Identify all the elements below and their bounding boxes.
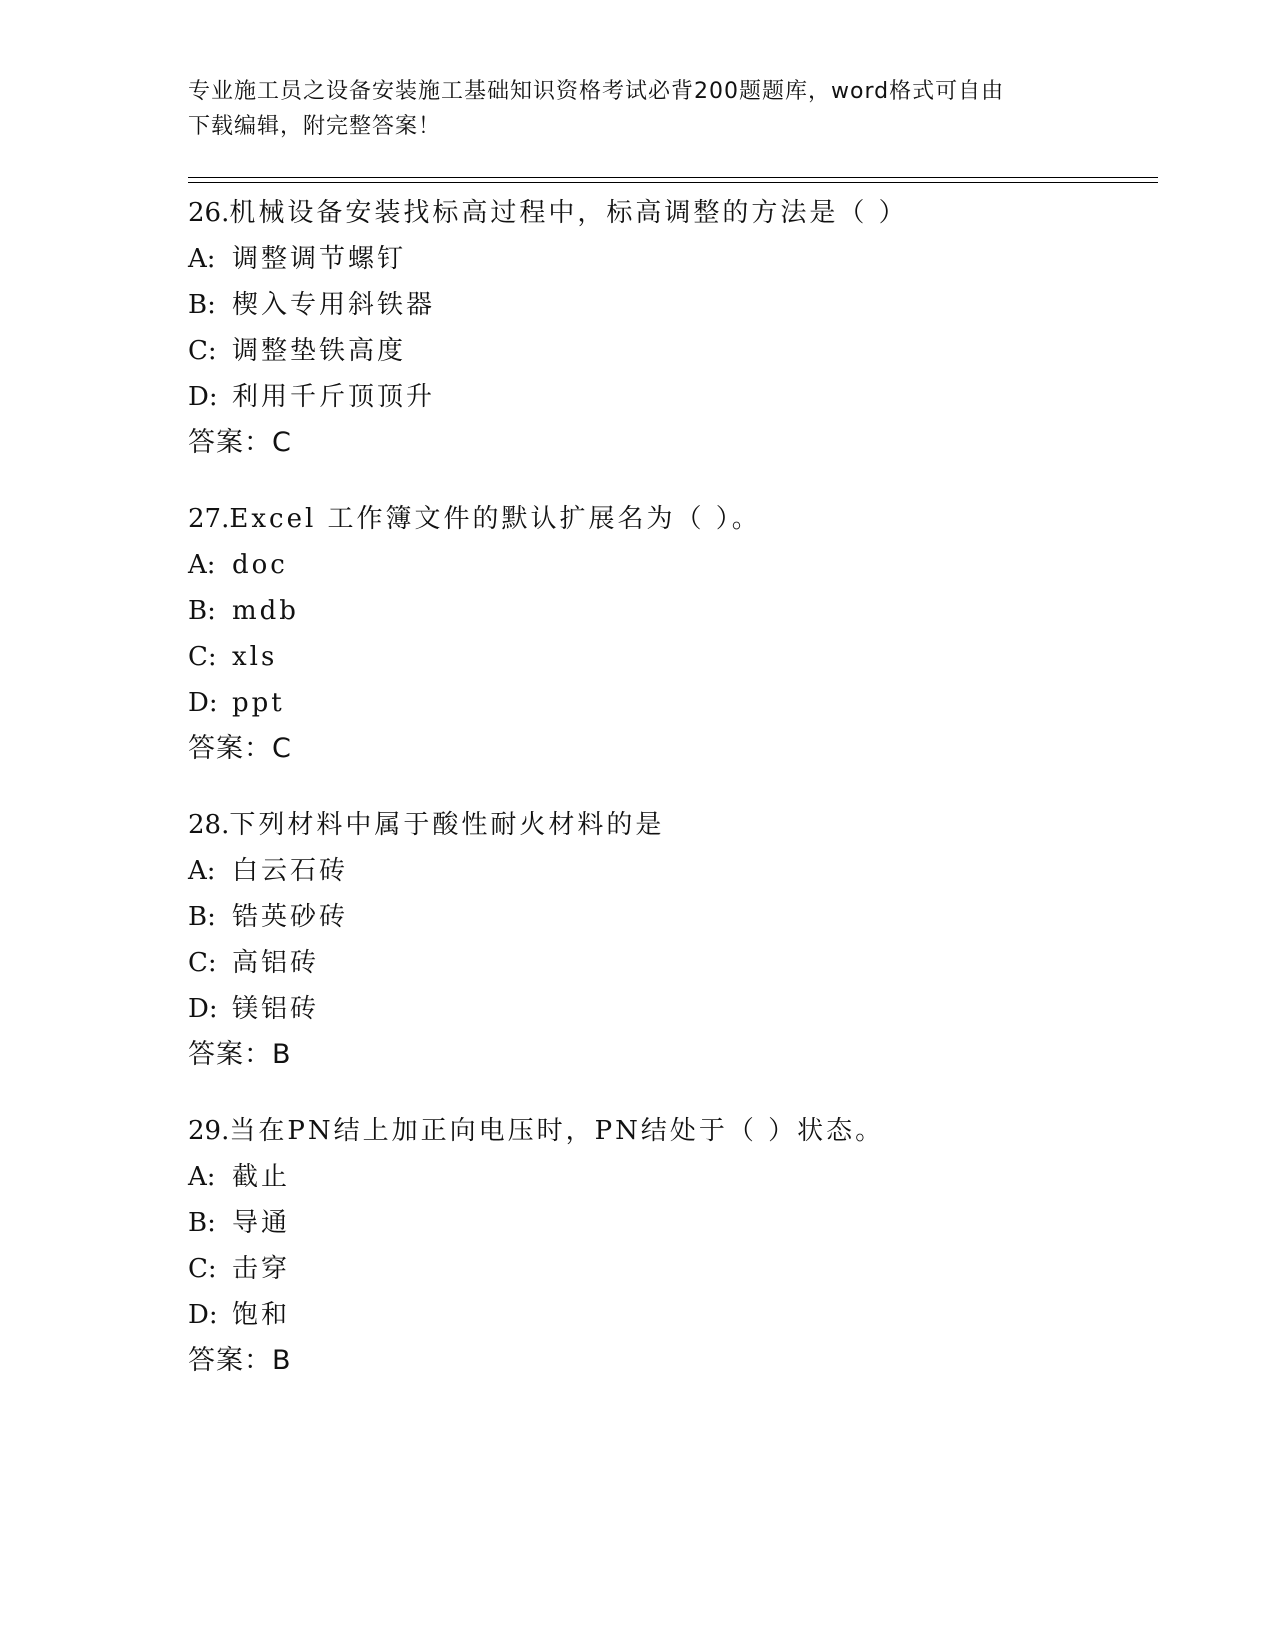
option-text: 楔入专用斜铁器 <box>232 290 436 320</box>
option-text: 调整调节螺钉 <box>232 244 407 274</box>
header-divider-top <box>188 177 1158 178</box>
question-stem <box>188 496 1158 542</box>
option-text: 导通 <box>232 1208 291 1238</box>
option-d <box>188 1292 1158 1338</box>
option-text: 击穿 <box>232 1254 291 1284</box>
question-text: Excel 工作簿文件的默认扩展名为（ ）。 <box>229 504 761 534</box>
question-text: 下列材料中属于酸性耐火材料的是 <box>229 810 665 840</box>
option-key: D: <box>188 382 218 412</box>
option-a <box>188 1154 1158 1200</box>
question-27 <box>188 496 1158 772</box>
question-stem <box>188 802 1158 848</box>
question-29 <box>188 1108 1158 1384</box>
header-line-2: 下载编辑，附完整答案！ <box>188 114 442 139</box>
header-line-1: 专业施工员之设备安装施工基础知识资格考试必背200题题库，word格式可自由 <box>188 79 1005 104</box>
option-a <box>188 848 1158 894</box>
option-text: doc <box>232 550 288 580</box>
question-28 <box>188 802 1158 1078</box>
option-key: C: <box>188 336 217 366</box>
option-key: C: <box>188 1254 217 1284</box>
option-key: C: <box>188 948 217 978</box>
option-c <box>188 1246 1158 1292</box>
question-26 <box>188 190 1158 466</box>
option-key: A: <box>188 244 216 274</box>
option-text: mdb <box>232 596 299 626</box>
question-text: 机械设备安装找标高过程中，标高调整的方法是（ ） <box>229 198 908 228</box>
option-c <box>188 940 1158 986</box>
option-c <box>188 634 1158 680</box>
option-d <box>188 986 1158 1032</box>
question-number: 26. <box>188 198 230 228</box>
document-header <box>188 74 1088 144</box>
option-a <box>188 236 1158 282</box>
answer-line: 答案：B <box>188 1039 292 1070</box>
question-number: 27. <box>188 504 230 534</box>
question-number: 28. <box>188 810 230 840</box>
option-key: A: <box>188 550 216 580</box>
option-text: 镁铝砖 <box>232 994 320 1024</box>
option-b <box>188 588 1158 634</box>
option-key: B: <box>188 1208 216 1238</box>
option-text: 饱和 <box>232 1300 291 1330</box>
option-key: A: <box>188 856 216 886</box>
option-b <box>188 282 1158 328</box>
question-list <box>188 190 1158 1414</box>
option-b <box>188 894 1158 940</box>
question-stem <box>188 190 1158 236</box>
option-text: 白云石砖 <box>232 856 349 886</box>
option-key: D: <box>188 1300 218 1330</box>
option-text: 锆英砂砖 <box>232 902 349 932</box>
option-key: B: <box>188 290 216 320</box>
answer-line: 答案：B <box>188 1345 292 1376</box>
option-key: C: <box>188 642 217 672</box>
option-key: D: <box>188 994 218 1024</box>
option-text: 调整垫铁高度 <box>232 336 407 366</box>
option-text: 高铝砖 <box>232 948 320 978</box>
answer-line: 答案：C <box>188 733 292 764</box>
option-b <box>188 1200 1158 1246</box>
header-divider-bottom <box>188 182 1158 183</box>
option-key: D: <box>188 688 218 718</box>
option-text: 利用千斤顶顶升 <box>232 382 436 412</box>
question-stem <box>188 1108 1158 1154</box>
question-text: 当在PN结上加正向电压时，PN结处于（ ）状态。 <box>229 1116 885 1146</box>
option-d <box>188 374 1158 420</box>
option-a <box>188 542 1158 588</box>
option-c <box>188 328 1158 374</box>
answer-line: 答案：C <box>188 427 292 458</box>
option-text: 截止 <box>232 1162 291 1192</box>
option-text: xls <box>232 642 278 672</box>
option-text: ppt <box>232 688 285 718</box>
question-number: 29. <box>188 1116 230 1146</box>
option-key: A: <box>188 1162 216 1192</box>
option-key: B: <box>188 902 216 932</box>
option-d <box>188 680 1158 726</box>
option-key: B: <box>188 596 216 626</box>
